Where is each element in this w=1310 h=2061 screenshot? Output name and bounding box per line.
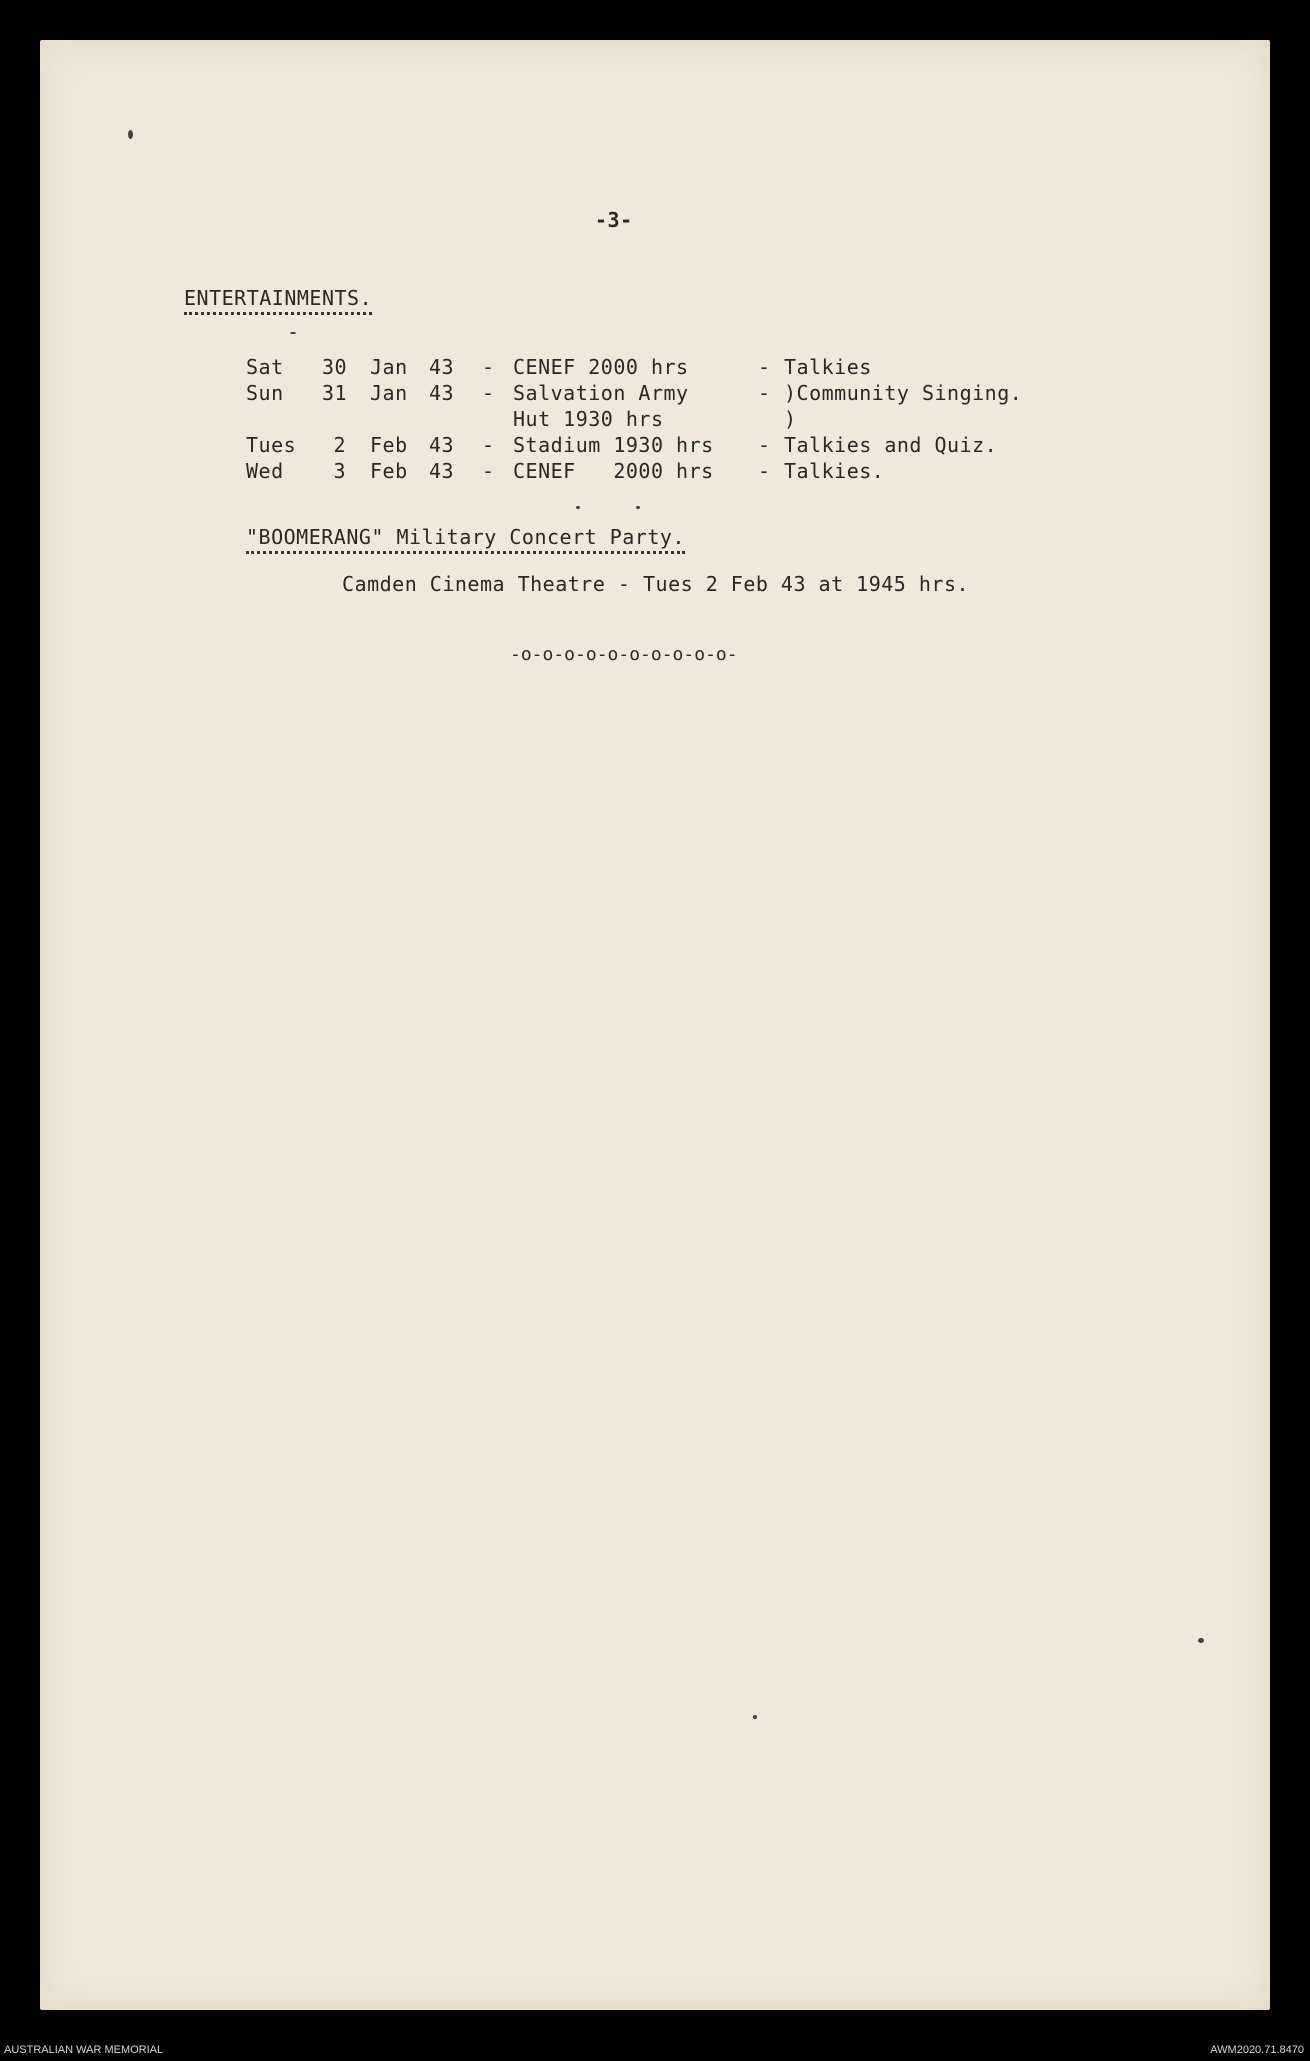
row-event: Talkies and Quiz.: [784, 433, 998, 457]
row-day: Wed: [246, 459, 284, 483]
paper-speck: [636, 506, 640, 509]
row-dash: -: [482, 459, 495, 483]
row-dash: -: [482, 381, 495, 405]
row-year: 43: [429, 355, 455, 379]
paper-speck: [290, 332, 296, 334]
schedule-row: [40, 433, 1270, 459]
paper-speck: [128, 130, 133, 139]
page-number: -3-: [595, 208, 633, 232]
row-year: 43: [429, 459, 455, 483]
paper-speck: [576, 506, 580, 509]
row-venue: Stadium 1930 hrs: [513, 433, 714, 457]
row-date: 2: [333, 433, 346, 457]
row-month: Feb: [370, 433, 408, 457]
row-event: Talkies.: [784, 459, 885, 483]
row-venue: Hut 1930 hrs: [513, 407, 664, 431]
footer-accession-number: AWM2020.71.8470: [1210, 2044, 1304, 2056]
paper-speck: [753, 1715, 757, 1719]
row-venue: Salvation Army: [513, 381, 689, 405]
footer-bar: [0, 2040, 1310, 2061]
row-event: Talkies: [784, 355, 872, 379]
row-month: Jan: [370, 355, 408, 379]
row-dash: -: [758, 355, 771, 379]
row-event: ): [784, 407, 797, 431]
row-year: 43: [429, 381, 455, 405]
row-day: Tues: [246, 433, 297, 457]
row-dash: -: [758, 433, 771, 457]
schedule-row: [40, 459, 1270, 485]
row-event: )Community Singing.: [784, 381, 1023, 405]
row-dash: -: [482, 433, 495, 457]
row-month: Jan: [370, 381, 408, 405]
row-dash: -: [758, 459, 771, 483]
footer-institution: AUSTRALIAN WAR MEMORIAL: [4, 2044, 164, 2056]
concert-party-heading: "BOOMERANG" Military Concert Party.: [246, 525, 685, 554]
concert-details: Camden Cinema Theatre - Tues 2 Feb 43 at 1945 hrs.: [342, 572, 970, 596]
row-dash: -: [482, 355, 495, 379]
schedule-row: [40, 381, 1270, 407]
row-year: 43: [429, 433, 455, 457]
section-heading: ENTERTAINMENTS.: [184, 286, 372, 315]
row-venue: CENEF 2000 hrs: [513, 459, 714, 483]
row-day: Sun: [246, 381, 284, 405]
schedule-row: [40, 407, 1270, 433]
row-month: Feb: [370, 459, 408, 483]
row-dash: -: [758, 381, 771, 405]
paper-sheet: [40, 40, 1270, 2010]
end-rule: -o-o-o-o-o-o-o-o-o-o-: [510, 644, 738, 665]
row-venue: CENEF 2000 hrs: [513, 355, 689, 379]
row-date: 31: [322, 381, 348, 405]
row-day: Sat: [246, 355, 284, 379]
row-date: 30: [322, 355, 348, 379]
schedule-row: [40, 355, 1270, 381]
paper-speck: [1198, 1638, 1204, 1643]
row-date: 3: [333, 459, 346, 483]
